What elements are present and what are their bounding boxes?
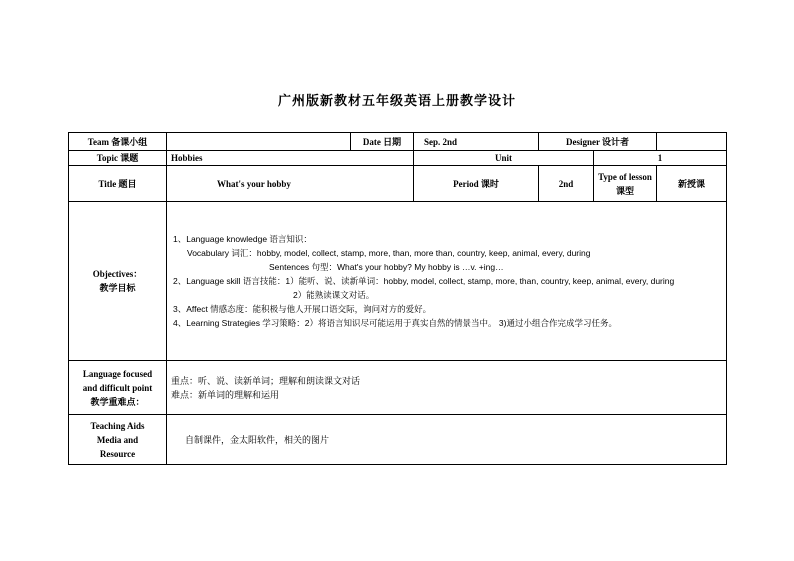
topic-value[interactable]: Hobbies: [167, 151, 414, 166]
objective-line: 4、Learning Strategies 学习策略：2）将语言知识尽可能运用于真实自然的情景当中。 3)通过小组合作完成学习任务。: [173, 318, 617, 328]
objectives-label: [69, 202, 167, 361]
aids-label-line2: Media and: [96, 434, 139, 445]
objective-line: Vocabulary 词汇：hobby, model, collect, stamp, more, than, more than, country, keep, animal, every, during: [187, 248, 591, 258]
unit-value[interactable]: 1: [594, 151, 727, 166]
aids-row: [69, 415, 727, 465]
focus-label-line3: 教学重难点：: [90, 396, 145, 407]
topic-row: [69, 151, 727, 166]
lesson-type-label-en: Type of lesson: [598, 171, 652, 182]
focus-label-line2: and difficult point: [82, 382, 153, 393]
document-title: 广州版新教材五年级英语上册教学设计: [277, 93, 516, 108]
objectives-label-cn: 教学目标: [99, 283, 136, 293]
topic-label: Topic 课题: [69, 151, 167, 166]
title-value[interactable]: What's your hobby: [167, 166, 414, 202]
aids-label-line1: Teaching Aids: [90, 420, 145, 431]
date-label: Date 日期: [351, 133, 414, 151]
focus-row: [69, 361, 727, 415]
aids-label-line3: Resource: [99, 448, 136, 459]
team-label: Team 备课小组: [69, 133, 167, 151]
lesson-type-label-cn: 课型: [615, 185, 634, 196]
designer-label: Designer 设计者: [539, 133, 657, 151]
aids-label: [69, 415, 167, 465]
team-row: [69, 133, 727, 151]
designer-value[interactable]: [657, 133, 727, 151]
team-value[interactable]: [167, 133, 351, 151]
objective-line: Sentences 句型：What's your hobby? My hobby is …v. +ing…: [269, 262, 504, 272]
focus-difficult-point: 难点：新单词的理解和运用: [171, 389, 280, 400]
focus-label: [69, 361, 167, 415]
date-value[interactable]: Sep. 2nd: [414, 133, 539, 151]
period-label: Period 课时: [414, 166, 539, 202]
lesson-type-value[interactable]: 新授课: [657, 166, 727, 202]
title-label: Title 题目: [69, 166, 167, 202]
lesson-type-label: [594, 166, 657, 202]
aids-body[interactable]: 自制课件，金太阳软件，相关的图片: [167, 415, 727, 465]
objectives-row: [69, 202, 727, 361]
lesson-plan-table: [68, 132, 727, 465]
focus-body[interactable]: [167, 361, 727, 415]
objectives-label-en: Objectives：: [92, 269, 143, 279]
focus-key-point: 重点：听、说、读新单词；理解和朗读课文对话: [171, 375, 361, 386]
objective-line: 2）能熟读课文对话。: [293, 290, 375, 300]
objective-line: 1、Language knowledge 语言知识：: [173, 234, 312, 244]
unit-label: Unit: [414, 151, 594, 166]
period-value[interactable]: 2nd: [539, 166, 594, 202]
objectives-body[interactable]: [167, 202, 727, 361]
objective-line: 3、Affect 情感态度：能积极与他人开展口语交际，询问对方的爱好。: [173, 304, 432, 314]
objective-line: 2、Language skill 语言技能：1）能听、说、读新单词：hobby, model, collect, stamp, more, than, country, keep, animal, every, during: [173, 276, 675, 286]
title-row: [69, 166, 727, 202]
focus-label-line1: Language focused: [82, 368, 153, 379]
